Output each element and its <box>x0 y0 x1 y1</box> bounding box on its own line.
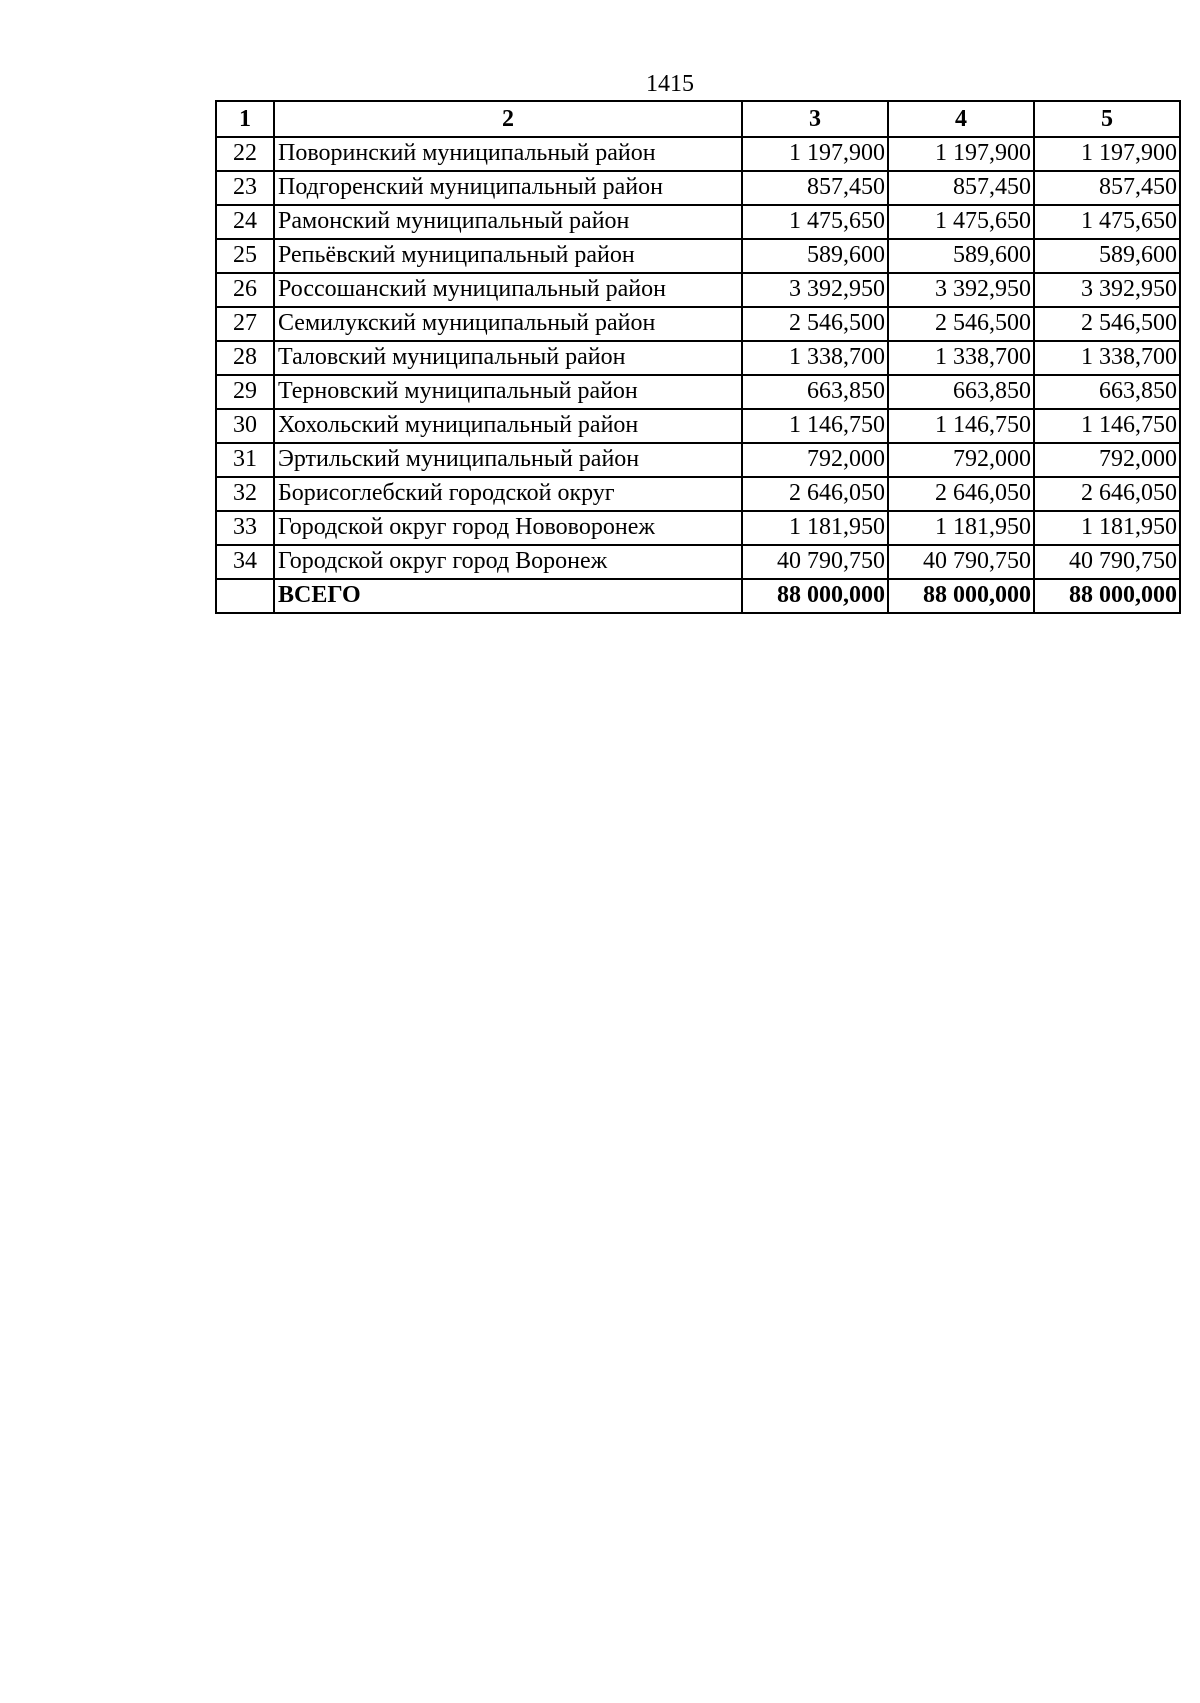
row-name: Таловский муниципальный район <box>274 341 742 375</box>
table-row <box>216 375 1180 409</box>
row-name: Поворинский муниципальный район <box>274 137 742 171</box>
row-name: Семилукский муниципальный район <box>274 307 742 341</box>
row-name: Подгоренский муниципальный район <box>274 171 742 205</box>
row-value-col-3: 1 146,750 <box>742 409 888 443</box>
row-number: 26 <box>216 273 274 307</box>
row-value-col-4: 1 338,700 <box>888 341 1034 375</box>
row-number: 25 <box>216 239 274 273</box>
row-value-col-5: 3 392,950 <box>1034 273 1180 307</box>
row-value-col-4: 663,850 <box>888 375 1034 409</box>
row-value-col-5: 792,000 <box>1034 443 1180 477</box>
row-value-col-3: 663,850 <box>742 375 888 409</box>
row-name: Россошанский муниципальный район <box>274 273 742 307</box>
row-name: Рамонский муниципальный район <box>274 205 742 239</box>
table-body <box>216 137 1180 613</box>
row-value-col-3: 2 546,500 <box>742 307 888 341</box>
row-value-col-3: 1 475,650 <box>742 205 888 239</box>
row-value-col-3: 1 197,900 <box>742 137 888 171</box>
row-value-col-3: 3 392,950 <box>742 273 888 307</box>
row-value-col-5: 40 790,750 <box>1034 545 1180 579</box>
row-value-col-5: 1 475,650 <box>1034 205 1180 239</box>
table-row <box>216 273 1180 307</box>
table-row <box>216 171 1180 205</box>
row-number: 29 <box>216 375 274 409</box>
total-value-col-5: 88 000,000 <box>1034 579 1180 613</box>
row-value-col-4: 3 392,950 <box>888 273 1034 307</box>
row-number: 32 <box>216 477 274 511</box>
row-value-col-3: 1 338,700 <box>742 341 888 375</box>
row-value-col-4: 40 790,750 <box>888 545 1034 579</box>
row-number: 34 <box>216 545 274 579</box>
budget-table <box>215 100 1181 614</box>
row-name: Репьёвский муниципальный район <box>274 239 742 273</box>
total-value-col-4: 88 000,000 <box>888 579 1034 613</box>
header-col-3: 3 <box>742 101 888 137</box>
row-name: Городской округ город Воронеж <box>274 545 742 579</box>
row-value-col-4: 2 646,050 <box>888 477 1034 511</box>
row-value-col-5: 1 181,950 <box>1034 511 1180 545</box>
row-value-col-3: 1 181,950 <box>742 511 888 545</box>
row-value-col-3: 792,000 <box>742 443 888 477</box>
table-row <box>216 477 1180 511</box>
table-row <box>216 409 1180 443</box>
table-row <box>216 443 1180 477</box>
row-value-col-5: 1 197,900 <box>1034 137 1180 171</box>
row-name: Эртильский муниципальный район <box>274 443 742 477</box>
row-number: 24 <box>216 205 274 239</box>
table-row <box>216 239 1180 273</box>
row-name: Терновский муниципальный район <box>274 375 742 409</box>
row-value-col-4: 1 146,750 <box>888 409 1034 443</box>
row-value-col-5: 589,600 <box>1034 239 1180 273</box>
row-number: 23 <box>216 171 274 205</box>
table-row <box>216 511 1180 545</box>
row-number: 31 <box>216 443 274 477</box>
header-col-2: 2 <box>274 101 742 137</box>
row-value-col-4: 1 475,650 <box>888 205 1034 239</box>
row-number: 33 <box>216 511 274 545</box>
row-value-col-3: 857,450 <box>742 171 888 205</box>
total-row <box>216 579 1180 613</box>
row-value-col-4: 857,450 <box>888 171 1034 205</box>
row-number: 27 <box>216 307 274 341</box>
row-value-col-3: 40 790,750 <box>742 545 888 579</box>
row-value-col-4: 2 546,500 <box>888 307 1034 341</box>
page-number: 1415 <box>646 71 694 97</box>
row-value-col-5: 857,450 <box>1034 171 1180 205</box>
row-value-col-4: 792,000 <box>888 443 1034 477</box>
row-value-col-5: 1 338,700 <box>1034 341 1180 375</box>
row-value-col-5: 1 146,750 <box>1034 409 1180 443</box>
total-label: ВСЕГО <box>274 579 742 613</box>
row-name: Хохольский муниципальный район <box>274 409 742 443</box>
header-row <box>216 101 1180 137</box>
table-row <box>216 205 1180 239</box>
row-value-col-3: 589,600 <box>742 239 888 273</box>
table-row <box>216 545 1180 579</box>
row-number: 28 <box>216 341 274 375</box>
header-col-4: 4 <box>888 101 1034 137</box>
row-name: Борисоглебский городской округ <box>274 477 742 511</box>
total-number <box>216 579 274 613</box>
row-value-col-5: 663,850 <box>1034 375 1180 409</box>
table-row <box>216 341 1180 375</box>
row-value-col-4: 589,600 <box>888 239 1034 273</box>
row-value-col-5: 2 546,500 <box>1034 307 1180 341</box>
row-name: Городской округ город Нововоронеж <box>274 511 742 545</box>
row-value-col-4: 1 181,950 <box>888 511 1034 545</box>
row-value-col-5: 2 646,050 <box>1034 477 1180 511</box>
table-row <box>216 137 1180 171</box>
header-col-5: 5 <box>1034 101 1180 137</box>
header-col-1: 1 <box>216 101 274 137</box>
row-number: 30 <box>216 409 274 443</box>
row-value-col-3: 2 646,050 <box>742 477 888 511</box>
row-value-col-4: 1 197,900 <box>888 137 1034 171</box>
table-header <box>216 101 1180 137</box>
table-row <box>216 307 1180 341</box>
row-number: 22 <box>216 137 274 171</box>
total-value-col-3: 88 000,000 <box>742 579 888 613</box>
